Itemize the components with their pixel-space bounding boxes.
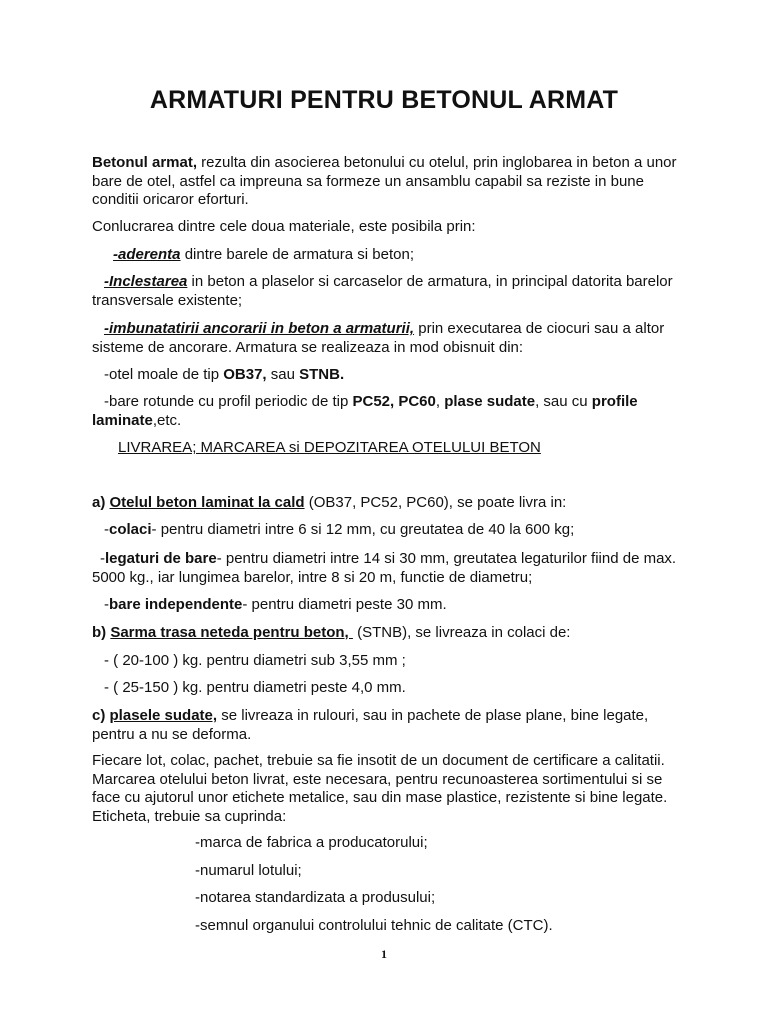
section-b-paragraph xyxy=(92,624,682,643)
bare-rotunde-plase: plase sudate xyxy=(444,393,536,410)
bare-rotunde-pre: -bare rotunde cu profil periodic de tip xyxy=(104,393,353,410)
section-c-text: se livreaza in rulouri, sau in pachete de plase plane, bine legate, pentru a nu se deforma. xyxy=(92,707,649,743)
page-number: 1 xyxy=(381,947,387,961)
legaturi-text: - pentru diametri intre 14 si 30 mm, greutatea legaturilor fiind de max. 5000 kg., iar lungimea barelor, intre 8 si 20 m, functie de diametru; xyxy=(92,550,677,586)
section-heading-text: LIVRAREA; MARCAREA si DEPOZITAREA OTELULUI BETON xyxy=(118,439,541,456)
aderenta-text: dintre barele de armatura si beton; xyxy=(180,246,414,263)
fiecare-paragraph: Fiecare lot, colac, pachet, trebuie sa fie insotit de un document de certificare a calitatii. Marcarea otelului beton livrat, este necesara, pentru recunoasterea sortimentului si se face cu ajutorul unor etichete metalice, sau din mase plastice, rezistente si bine legate. Eticheta, trebuie sa cuprinda: xyxy=(92,752,668,825)
b-list-item-1: - ( 20-100 ) kg. pentru diametri sub 3,55 mm ; xyxy=(104,652,406,669)
list-item: -numarul lotului; xyxy=(195,862,302,879)
page-title: ARMATURI PENTRU BETONUL ARMAT xyxy=(149,86,619,114)
bare-rotunde-paragraph xyxy=(92,393,682,430)
section-a-text: (OB37, PC52, PC60), se poate livra in: xyxy=(304,494,567,511)
section-b-title: Sarma trasa neteda pentru beton, xyxy=(110,624,353,641)
bare-rotunde-c1: , xyxy=(435,393,445,410)
section-b-text: (STNB), se livreaza in colaci de: xyxy=(352,624,571,641)
colaci-pre: - xyxy=(104,521,109,538)
aderenta-paragraph xyxy=(113,246,703,265)
legaturi-term: legaturi de bare xyxy=(105,550,217,567)
list-item: -semnul organului controlului tehnic de calitate (CTC). xyxy=(195,917,553,934)
b-list-item-2: - ( 25-150 ) kg. pentru diametri peste 4,0 mm. xyxy=(104,679,406,696)
aderenta-term: -aderenta xyxy=(113,246,181,263)
intro-bold-term: Betonul armat, xyxy=(92,154,198,171)
imbunatatire-term: -imbunatatirii ancorarii in beton a armaturii, xyxy=(104,320,415,337)
intro-text: rezulta din asocierea betonului cu otelul, prin inglobarea in beton a unor bare de otel, astfel ca impreuna sa formeze un ansamblu capabil sa reziste in bune conditii oricaror eforturi. xyxy=(92,154,677,208)
section-a-paragraph xyxy=(92,494,682,513)
bare-rotunde-c2: , sau cu xyxy=(535,393,592,410)
otel-moale-stnb: STNB. xyxy=(299,366,345,383)
independente-pre: - xyxy=(104,596,109,613)
colaci-paragraph xyxy=(104,521,694,540)
conlucrare-paragraph: Conlucrarea dintre cele doua materiale, este posibila prin: xyxy=(92,218,476,235)
legaturi-paragraph xyxy=(92,550,682,587)
section-a-letter: a) xyxy=(92,494,110,511)
independente-paragraph xyxy=(104,596,694,615)
inclestare-paragraph xyxy=(92,273,682,310)
imbunatatire-paragraph xyxy=(92,320,682,357)
section-c-title: plasele sudate, xyxy=(109,707,218,724)
inclestare-term: -Inclestarea xyxy=(104,273,188,290)
otel-moale-mid: sau xyxy=(266,366,300,383)
intro-paragraph xyxy=(92,154,682,210)
independente-text: - pentru diametri peste 30 mm. xyxy=(242,596,447,613)
section-c-paragraph xyxy=(92,707,682,744)
otel-moale-ob37: OB37, xyxy=(223,366,267,383)
section-heading xyxy=(118,439,708,458)
inclestare-text: in beton a plaselor si carcaselor de armatura, in principal datorita barelor transversale existente; xyxy=(92,273,673,309)
otel-moale-pre: -otel moale de tip xyxy=(104,366,224,383)
bare-rotunde-pc: PC52, PC60 xyxy=(352,393,436,410)
otel-moale-paragraph xyxy=(104,366,694,385)
independente-term: bare independente xyxy=(109,596,243,613)
list-item: -marca de fabrica a producatorului; xyxy=(195,834,428,851)
imbunatatire-text: prin executarea de ciocuri sau a altor sisteme de ancorare. Armatura se realizeaza in mod obisnuit din: xyxy=(92,320,665,356)
bare-rotunde-profile: profile laminate xyxy=(92,393,638,429)
list-item: -notarea standardizata a produsului; xyxy=(195,889,436,906)
legaturi-pre: - xyxy=(100,550,105,567)
colaci-text: - pentru diametri intre 6 si 12 mm, cu greutatea de 40 la 600 kg; xyxy=(151,521,575,538)
section-a-title: Otelul beton laminat la cald xyxy=(109,494,305,511)
bare-rotunde-post: ,etc. xyxy=(152,411,182,429)
section-b-letter: b) xyxy=(92,624,111,641)
section-c-letter: c) xyxy=(92,707,110,724)
colaci-term: colaci xyxy=(109,521,152,538)
